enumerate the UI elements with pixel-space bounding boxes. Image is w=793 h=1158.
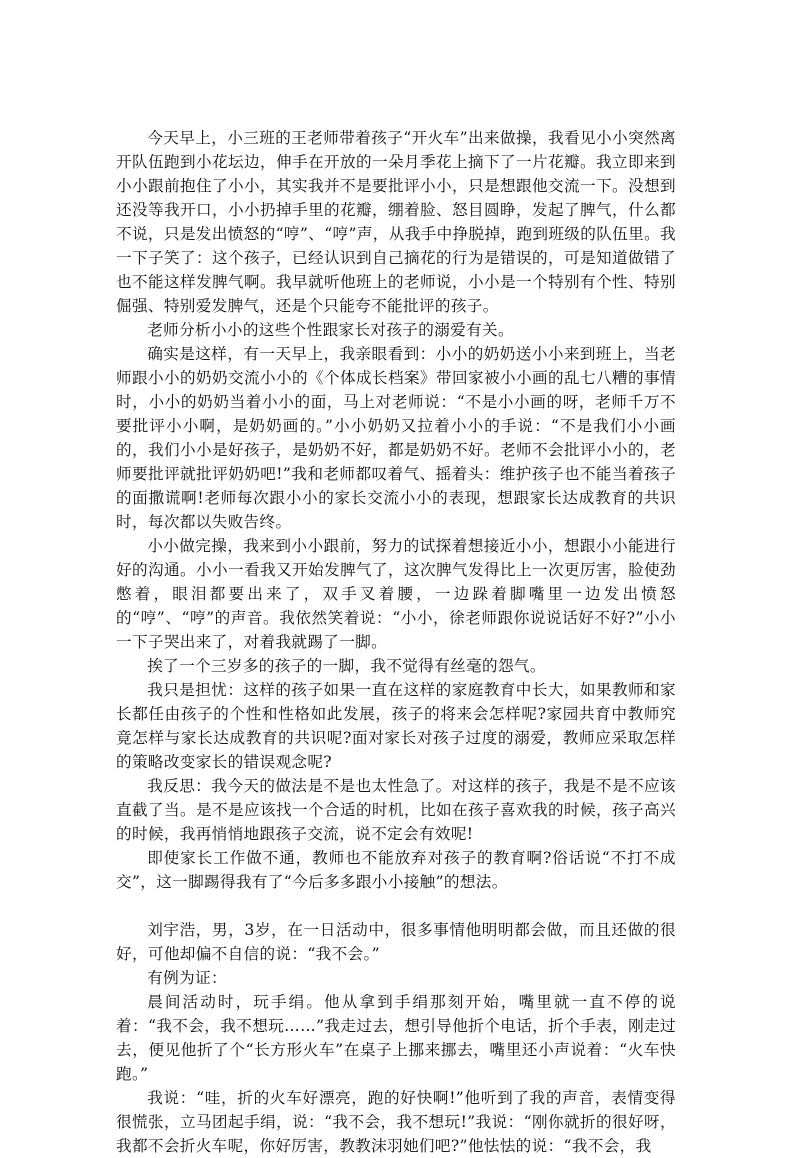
paragraph-evidence-heading: 有例为证：: [147, 969, 227, 987]
paragraph-dialogue: 我说：“哇，折的火车好漂亮，跑的好快啊!”他听到了我的声音，表情变得很慌张，立马团起手绢，说：“我不会，我不想玩!”我说：“刚你就折的很好呀，我都不会折火车呢，你好厉害，教教沫羽她们吧?”他怯怯的说：“我不会，我: [116, 1089, 676, 1155]
paragraph-conclusion: 即使家长工作做不通，教师也不能放弃对孩子的教育啊?俗话说“不打不成交”，这一脚踢得我有了“今后多多跟小小接触”的想法。: [116, 849, 676, 891]
paragraph-reflection: 我反思：我今天的做法是不是也太性急了。对这样的孩子，我是不是不应该直截了当。是不是应该找一个合适的时机，比如在孩子喜欢我的时候，孩子高兴的时候，我再悄悄地跟孩子交流，说不定会有效呢!: [116, 777, 676, 843]
paragraph-after-exercise: 小小做完操，我来到小小跟前，努力的试探着想接近小小，想跟小小能进行好的沟通。小小一看我又开始发脾气了，这次脾气发得比上一次更厉害，脸使劲憋着，眼泪都要出来了，双手叉着腰，一边跺着脚嘴里一边发出愤怒的“哼”、“哼”的声音。我依然笑着说：“小小，徐老师跟你说说话好不好?”小小一下子哭出来了，对着我就踢了一脚。: [116, 537, 676, 651]
document-page: [116, 126, 676, 1158]
paragraph-grandma-example: 确实是这样，有一天早上，我亲眼看到：小小的奶奶送小小来到班上，当老师跟小小的奶奶交流小小的《个体成长档案》带回家被小小画的乱七八糟的事情时，小小的奶奶当着小小的面，马上对老师说：“不是小小画的呀，老师千万不要批评小小啊，是奶奶画的。”小小奶奶又拉着小小的手说：“不是我们小小画的，我们小小是好孩子，是奶奶不好，都是奶奶不好。老师不会批评小小的，老师要批评就批评奶奶吧!”我和老师都叹着气、摇着头：维护孩子也不能当着孩子的面撒谎啊!老师每次跟小小的家长交流小小的表现，想跟家长达成教育的共识时，每次都以失败告终。: [116, 345, 676, 531]
paragraph-case-intro: 刘宇浩，男，3岁，在一日活动中，很多事情他明明都会做，而且还做的很好，可他却偏不自信的说：“我不会。”: [116, 921, 676, 963]
paragraph-flower-incident: 今天早上，小三班的王老师带着孩子“开火车”出来做操，我看见小小突然离开队伍跑到小花坛边，伸手在开放的一朵月季花上摘下了一片花瓣。我立即来到小小跟前抱住了小小，其实我并不是要批评小小，只是想跟他交流一下。没想到还没等我开口，小小扔掉手里的花瓣，绷着脸、怒目圆睁，发起了脾气，什么都不说，只是发出愤怒的“哼”、“哼”声，从我手中挣脱掉，跑到班级的队伍里。我一下子笑了：这个孩子，已经认识到自己摘花的行为是错误的，可是知道做错了也不能这样发脾气啊。我早就听他班上的老师说，小小是一个特别有个性、特别倔强、特别爱发脾气，还是个只能夸不能批评的孩子。: [116, 129, 676, 315]
paragraph-handkerchief-play: 晨间活动时，玩手绢。他从拿到手绢那刻开始，嘴里就一直不停的说着：“我不会，我不想玩……”我走过去，想引导他折个电话，折个手表，刚走过去，便见他折了个“长方形火车”在桌子上挪来挪去，嘴里还小声说着：“火车快跑。”: [116, 993, 676, 1083]
paragraph-teacher-analysis: 老师分析小小的这些个性跟家长对孩子的溺爱有关。: [147, 321, 514, 339]
paragraph-worry: 我只是担忧：这样的孩子如果一直在这样的家庭教育中长大，如果教师和家长都任由孩子的个性和性格如此发展，孩子的将来会怎样呢?家园共育中教师究竟怎样与家长达成教育的共识呢?面对家长对孩子过度的溺爱，教师应采取怎样的策略改变家长的错误观念呢?: [116, 681, 676, 771]
paragraph-kicked: 挨了一个三岁多的孩子的一脚，我不觉得有丝毫的怨气。: [147, 657, 546, 675]
